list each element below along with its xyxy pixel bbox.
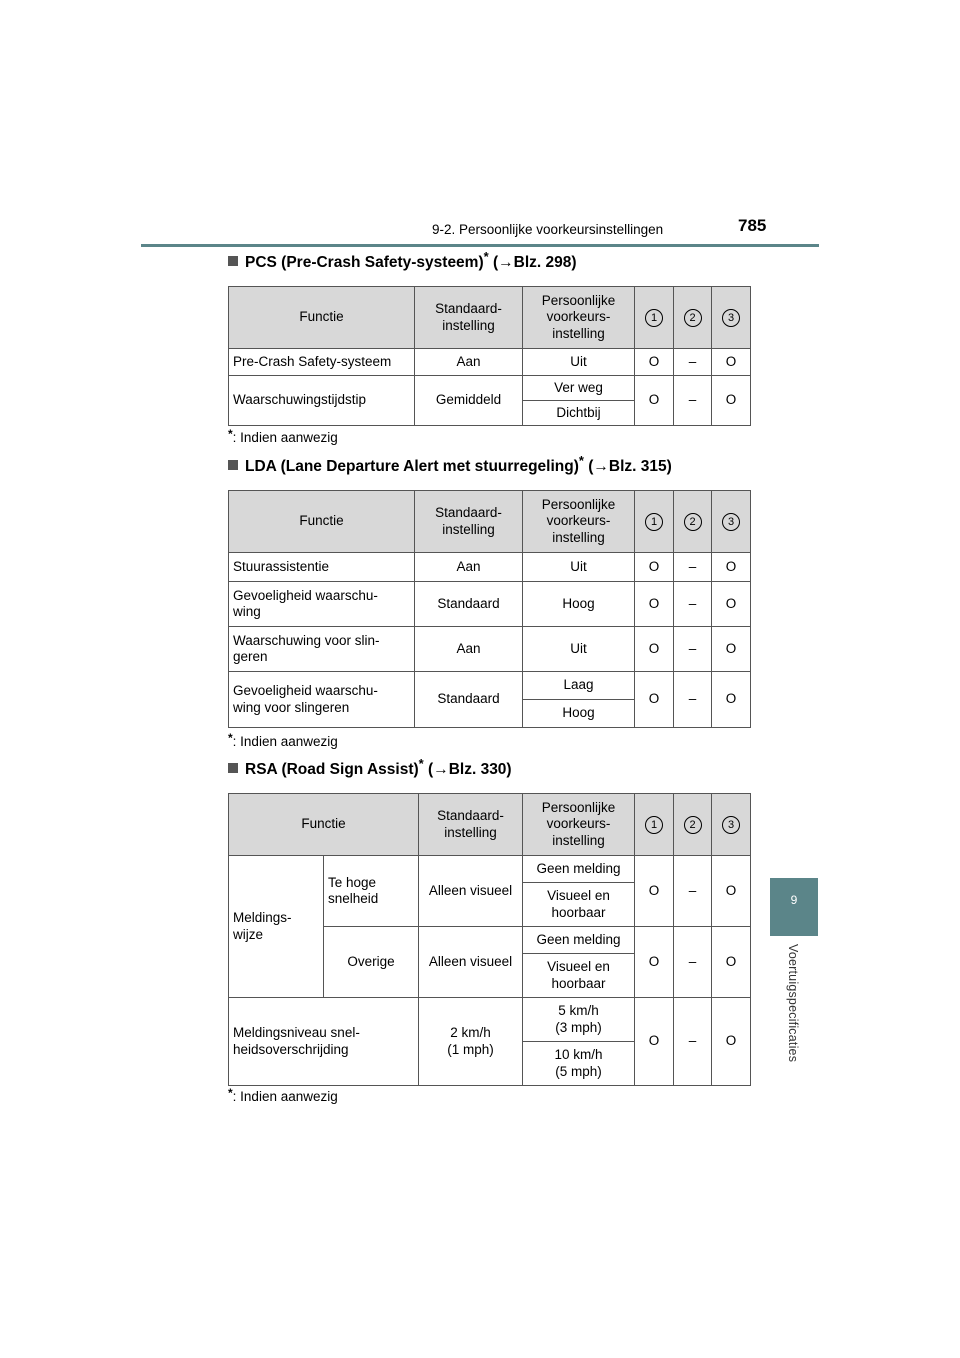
- pcs-heading: [228, 249, 577, 272]
- rsa-ref: (→Blz. 330): [428, 761, 512, 778]
- col-3: 3: [722, 513, 740, 531]
- col-2: 2: [684, 309, 702, 327]
- lda-title: LDA (Lane Departure Alert met stuurregeling): [245, 458, 579, 475]
- col-standaard: Standaard- instelling: [415, 287, 523, 349]
- col-1: 1: [645, 513, 663, 531]
- lda-footnote: *: Indien aanwezig: [228, 731, 338, 749]
- lda-asterisk: *: [578, 453, 584, 468]
- col-1: 1: [645, 816, 663, 834]
- table-row: Stuurassistentie Aan Uit O – O: [229, 553, 751, 582]
- table-row: Gevoeligheid waarschu- wing voor slingeren Standaard Laag O – O: [229, 672, 751, 700]
- col-2: 2: [684, 513, 702, 531]
- col-3: 3: [722, 816, 740, 834]
- rsa-asterisk: *: [418, 756, 424, 771]
- table-row: Meldings- wijze Te hoge snelheid Alleen visueel Geen melding O – O: [229, 856, 751, 883]
- col-persoonlijk: Persoonlijke voorkeurs- instelling: [523, 491, 635, 553]
- pcs-title: PCS (Pre-Crash Safety-systeem): [245, 254, 484, 271]
- lda-table: Functie Standaard- instelling Persoonlijke voorkeurs- instelling 1 2 3 Stuurassistentie Aan Uit O – O Gevoeligheid waarschu- wing Standaard Hoog O – O Waarschuwing voor slin- geren Aan Uit O – O Gevoeligheid waarschu- wing voor slingeren Standaard Laag O – O Hoog: [228, 490, 751, 728]
- col-3: 3: [722, 309, 740, 327]
- rsa-heading: [228, 756, 512, 779]
- table-row: Waarschuwingstijdstip Gemiddeld Ver weg O – O: [229, 376, 751, 401]
- square-bullet-icon: [228, 256, 238, 266]
- lda-heading: [228, 453, 672, 476]
- col-functie: Functie: [229, 491, 415, 553]
- lda-ref: (→Blz. 315): [588, 458, 672, 475]
- table-row: Gevoeligheid waarschu- wing Standaard Hoog O – O: [229, 582, 751, 627]
- rsa-table: Functie Standaard- instelling Persoonlijke voorkeurs- instelling 1 2 3 Meldings- wijze Te hoge snelheid Alleen visueel Geen melding O – O Visueel en hoorbaar Overige Alleen visueel Geen melding O – O Visueel en hoorbaar Meldingsniveau snel- heidsoverschrijding 2 km/h (1 mph) 5 km/h (3 mph) O – O 10 km/h (5 mph): [228, 793, 751, 1086]
- table-row: Overige Alleen visueel Geen melding O – O: [229, 927, 751, 954]
- rsa-title: RSA (Road Sign Assist): [245, 761, 419, 778]
- rsa-footnote: *: Indien aanwezig: [228, 1086, 338, 1104]
- table-row: Waarschuwing voor slin- geren Aan Uit O – O: [229, 627, 751, 672]
- pcs-footnote: *: Indien aanwezig: [228, 427, 338, 445]
- col-functie: Functie: [229, 794, 419, 856]
- header-rule: [141, 244, 819, 247]
- pcs-table: Functie Standaard- instelling Persoonlijke voorkeurs- instelling 1 2 3 Pre-Crash Safety-systeem Aan Uit O – O Waarschuwingstijdstip Gemiddeld Ver weg O – O Dichtbij: [228, 286, 751, 426]
- chapter-number: 9: [790, 893, 798, 907]
- col-persoonlijk: Persoonlijke voorkeurs- instelling: [523, 794, 635, 856]
- col-standaard: Standaard- instelling: [415, 491, 523, 553]
- col-persoonlijk: Persoonlijke voorkeurs- instelling: [523, 287, 635, 349]
- pcs-asterisk: *: [483, 249, 489, 264]
- col-1: 1: [645, 309, 663, 327]
- col-functie: Functie: [229, 287, 415, 349]
- square-bullet-icon: [228, 763, 238, 773]
- col-standaard: Standaard- instelling: [419, 794, 523, 856]
- col-2: 2: [684, 816, 702, 834]
- chapter-label: Voertuigspecificaties: [786, 944, 800, 1063]
- table-row: Meldingsniveau snel- heidsoverschrijding 2 km/h (1 mph) 5 km/h (3 mph) O – O: [229, 998, 751, 1042]
- pcs-ref: (→Blz. 298): [493, 254, 577, 271]
- chapter-tab: [770, 878, 818, 936]
- page-number: 785: [738, 216, 767, 235]
- section-title: 9-2. Persoonlijke voorkeursinstellingen: [432, 222, 664, 237]
- table-row: Pre-Crash Safety-systeem Aan Uit O – O: [229, 349, 751, 376]
- square-bullet-icon: [228, 460, 238, 470]
